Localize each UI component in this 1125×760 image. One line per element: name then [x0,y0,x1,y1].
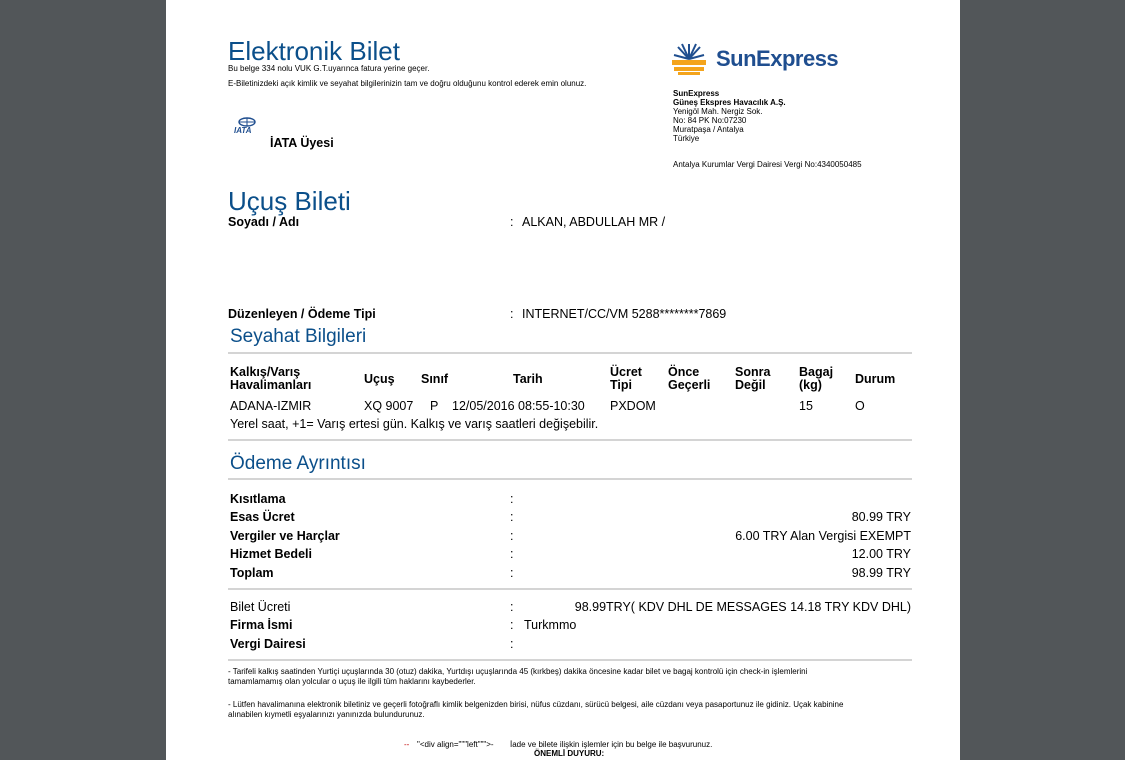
cell-route: ADANA-IZMIR [230,399,312,413]
payment-divider-top [228,478,912,480]
passenger-name-value: ALKAN, ABDULLAH MR / [522,215,666,229]
payment-divider-mid [228,588,912,590]
total-value: 98.99 TRY [851,566,911,580]
cell-date: 12/05/2016 08:55-10:30 [452,399,585,413]
issuer-sep: : [510,307,514,321]
issuer-label: Düzenleyen / Ödeme Tipi [228,307,376,321]
company-address-line3: Muratpaşa / Antalya [673,125,744,134]
footer-code: "<div align="""left""">- [417,740,494,749]
checkin-note-line2: tamamlamamış olan yolcular o uçuş ile ilgili tüm haklarını kaybederler. [228,677,476,686]
restriction-label: Kısıtlama [230,492,286,506]
id-note-line2: alınabilen kıymetli eşyalarınızı yanınızda bulundurunuz. [228,710,425,719]
th-fare: Ücret Tipi [610,365,642,392]
restriction-sep: : [510,492,514,506]
iata-logo: IATA [232,116,262,136]
id-note-line1: - Lütfen havalimanına elektronik biletiniz ve geçerli fotoğraflı kimlik belgenizden birisi, nüfus cüzdanı, sürücü belgesi, aile cüzdanı veya pasaportunuz ile gidiniz. Uçak kabinine [228,700,844,709]
th-not-valid-before: Önce Geçerli [668,365,711,392]
cell-flight: XQ 9007 [364,399,414,413]
base-fare-label: Esas Ücret [230,510,295,524]
payment-divider-bottom [228,659,912,661]
sunexpress-logo-text: SunExpress [716,46,839,71]
th-not-valid-after: Sonra Değil [735,365,771,392]
company-name: SunExpress [673,89,720,98]
service-fee-label: Hizmet Bedeli [230,547,312,561]
cell-status: O [855,399,865,413]
total-sep: : [510,566,514,580]
company-legal-name: Güneş Ekspres Havacılık A.Ş. [673,98,786,107]
passenger-name-label: Soyadı / Adı [228,215,300,229]
th-route: Kalkış/Varış Havalimanları [230,365,312,392]
tax-office-label: Vergi Dairesi [230,637,306,651]
footer-dash: -- [404,740,410,749]
id-check-note: E-Biletinizdeki açık kimlik ve seyahat bilgilerinizin tam ve doğru olduğunu kontrol ederek emin olunuz. [228,79,587,88]
service-fee-value: 12.00 TRY [851,547,911,561]
ticket-price-label: Bilet Ücreti [230,600,291,614]
taxes-label: Vergiler ve Harçlar [230,529,340,543]
taxes-value: 6.00 TRY Alan Vergisi EXEMPT [735,529,911,543]
cell-baggage: 15 [799,399,813,413]
company-tax-info: Antalya Kurumlar Vergi Dairesi Vergi No:4340050485 [673,160,862,169]
firm-name-value: Turkmmo [524,618,577,632]
cell-class: P [430,399,439,413]
cell-fare: PXDOM [610,399,656,413]
th-status: Durum [855,372,896,386]
th-class: Sınıf [421,372,449,386]
firm-name-sep: : [510,618,514,632]
total-label: Toplam [230,566,274,580]
company-address-line2: No: 84 PK No:07230 [673,116,747,125]
important-notice: ÖNEMLİ DUYURU: [534,749,605,758]
firm-name-label: Firma İsmi [230,618,293,632]
travel-section-title: Seyahat Bilgileri [230,326,367,347]
iata-member-label: İATA Üyesi [270,136,334,150]
ticket-title: Uçuş Bileti [228,186,351,216]
taxes-sep: : [510,529,514,543]
payment-section-title: Ödeme Ayrıntısı [230,453,366,474]
base-fare-sep: : [510,510,514,524]
return-note: İade ve bilete ilişkin işlemler için bu belge ile başvurunuz. [510,740,713,749]
company-address-line4: Türkiye [673,134,700,143]
invoice-note: Bu belge 334 nolu VUK G.T.uyarınca fatura yerine geçer. [228,64,430,73]
travel-divider-bottom [228,439,912,441]
base-fare-value: 80.99 TRY [851,510,911,524]
document-title: Elektronik Bilet [228,36,400,66]
company-address-line1: Yenigöl Mah. Nergiz Sok. [673,107,763,116]
ticket-price-sep: : [510,600,514,614]
sunexpress-sun-icon [672,42,706,76]
checkin-note-line1: - Tarifeli kalkış saatinden Yurtiçi uçuşlarında 30 (otuz) dakika, Yurtdışı uçuşlarında 45 (kırkbeş) dakika öncesine kadar bilet ve bagaj kontrolü için check-in işlemlerini [228,667,808,676]
passenger-name-sep: : [510,215,514,229]
th-date: Tarih [513,372,543,386]
issuer-value: INTERNET/CC/VM 5288********7869 [522,307,727,321]
local-time-note: Yerel saat, +1= Varış ertesi gün. Kalkış ve varış saatleri değişebilir. [230,417,599,431]
tax-office-sep: : [510,637,514,651]
ticket-page [166,0,960,760]
service-fee-sep: : [510,547,514,561]
th-baggage: Bagaj (kg) [799,365,834,392]
travel-divider-top [228,352,912,354]
ticket-price-value: 98.99TRY( KDV DHL DE MESSAGES 14.18 TRY KDV DHL) [574,600,911,614]
th-flight: Uçuş [364,372,395,386]
